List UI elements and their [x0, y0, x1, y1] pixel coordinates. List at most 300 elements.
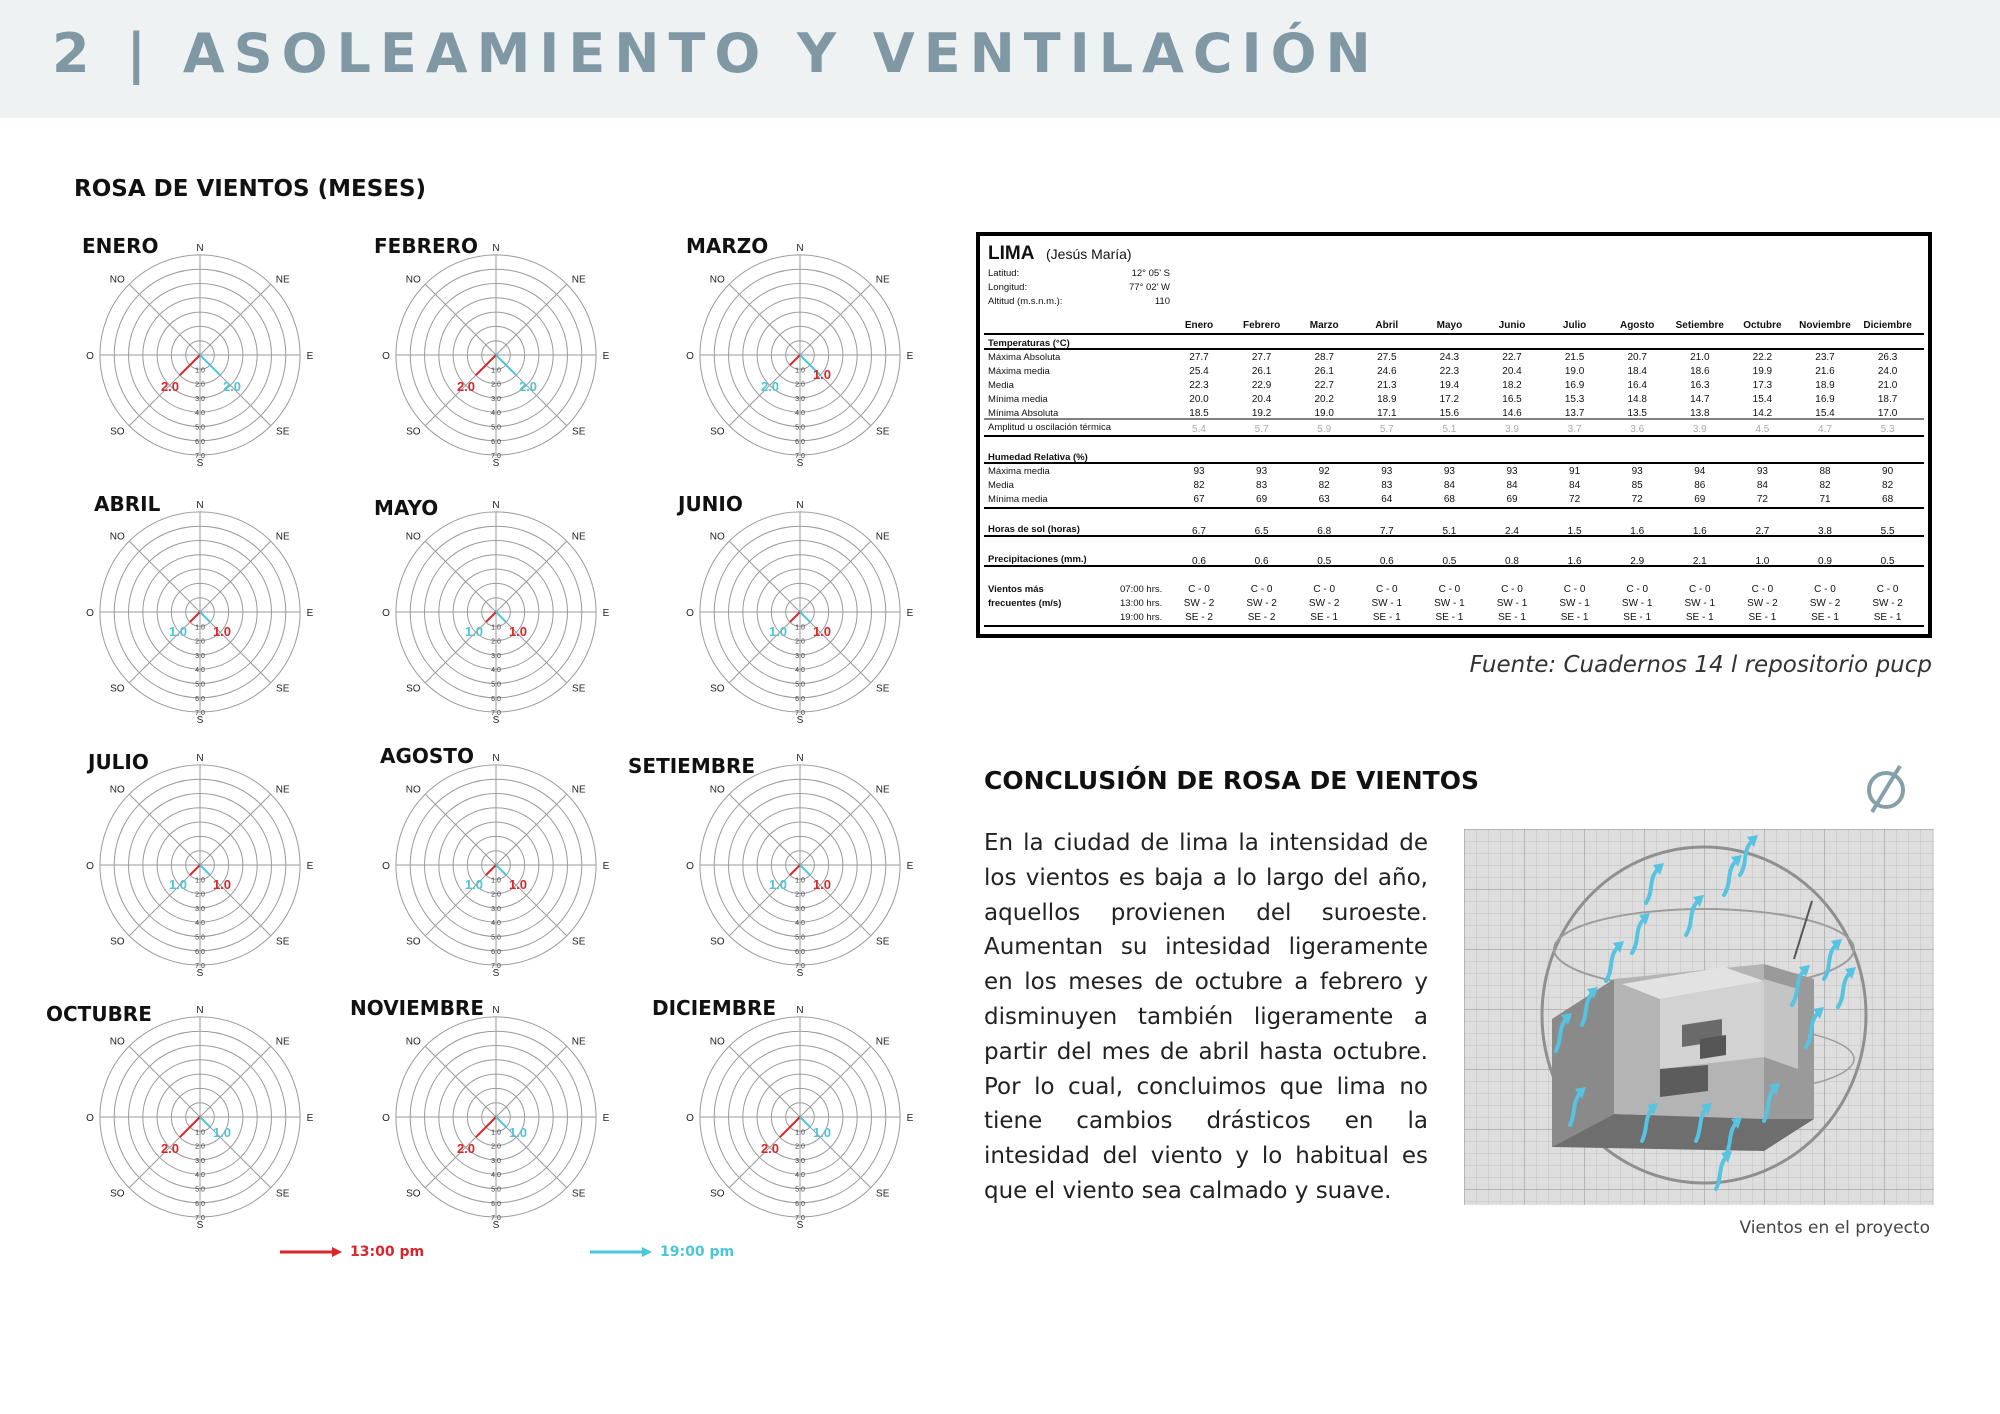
rose-direction-e: E — [306, 1113, 314, 1124]
rose-ring-label: 1.0 — [195, 624, 205, 632]
rose-direction-o: O — [686, 608, 694, 619]
table-cell: 72 — [1569, 494, 1581, 505]
table-cell: 19.2 — [1251, 408, 1272, 419]
table-cell: 18.7 — [1877, 394, 1898, 405]
table-month-header: Abril — [1375, 320, 1399, 331]
table-cell: 71 — [1819, 494, 1831, 505]
rose-ring-label: 6.0 — [195, 948, 205, 956]
project-image-caption: Vientos en el proyecto — [1739, 1218, 1930, 1238]
wind-rose — [80, 235, 320, 475]
table-cell: 21.0 — [1690, 352, 1710, 363]
rose-month-label: MARZO — [686, 234, 769, 258]
rose-red-vector — [190, 612, 200, 622]
rose-ring-label: 1.0 — [795, 1129, 805, 1137]
table-cell: C - 0 — [1688, 584, 1711, 595]
conclusion-title: CONCLUSIÓN DE ROSA DE VIENTOS — [984, 766, 1479, 795]
table-cell: 5.9 — [1317, 424, 1332, 435]
rose-month-label: DICIEMBRE — [652, 996, 777, 1020]
table-cell: SW - 2 — [1872, 598, 1903, 609]
table-row-label: Amplitud u oscilación térmica — [988, 422, 1112, 433]
table-group-title: Precipitaciones (mm.) — [988, 554, 1087, 565]
table-row-label: Máxima media — [988, 466, 1050, 477]
rose-ring-label: 7.0 — [795, 963, 805, 971]
table-cell: 16.3 — [1690, 380, 1710, 391]
table-location-value: 12° 05' S — [1131, 268, 1170, 279]
table-location-value: 77° 02' W — [1129, 282, 1170, 293]
rose-direction-o: O — [686, 861, 694, 872]
table-cell: 84 — [1506, 480, 1518, 491]
legend-red — [278, 1240, 424, 1264]
table-cell: 1.6 — [1692, 526, 1707, 537]
legend-cyan-label: 19:00 pm — [660, 1244, 735, 1260]
rose-cyan-vector — [800, 865, 810, 875]
rose-cyan-value: 1.0 — [508, 1125, 528, 1140]
table-cell: 16.9 — [1564, 380, 1585, 391]
rose-ring-label: 1.0 — [795, 367, 805, 375]
rose-direction-e: E — [306, 351, 314, 362]
rose-ring-label: 1.0 — [795, 877, 805, 885]
table-cell: SE - 2 — [1247, 612, 1276, 623]
rose-direction-se: SE — [572, 1188, 586, 1200]
climate-table — [976, 232, 1932, 638]
rose-red-value: 2.0 — [760, 1141, 780, 1156]
table-month-header: Junio — [1498, 320, 1526, 331]
rose-direction-n: N — [492, 500, 500, 511]
rose-red-vector — [486, 865, 496, 875]
wind-rose — [376, 997, 616, 1237]
table-cell: 0.6 — [1254, 556, 1269, 567]
table-cell: SE - 1 — [1310, 612, 1339, 623]
table-cell: 18.9 — [1815, 380, 1835, 391]
wind-rose — [376, 492, 616, 732]
table-cell: 0.6 — [1379, 556, 1394, 567]
rose-ring-label: 3.0 — [795, 1157, 805, 1165]
rose-direction-o: O — [382, 351, 390, 362]
rose-ring-label: 2.0 — [491, 638, 501, 646]
table-cell: 63 — [1318, 494, 1330, 505]
rose-ring-label: 4.0 — [491, 1172, 501, 1180]
table-cell: 1.5 — [1567, 526, 1582, 537]
table-cell: 17.0 — [1877, 408, 1898, 419]
rose-ring-label: 5.0 — [195, 424, 205, 432]
table-cell: 19.4 — [1439, 380, 1460, 391]
rose-direction-o: O — [86, 608, 94, 619]
table-wind-time: 19:00 hrs. — [1120, 612, 1163, 623]
table-cell: C - 0 — [1626, 584, 1649, 595]
table-cell: 72 — [1631, 494, 1643, 505]
table-winds-title: frecuentes (m/s) — [988, 598, 1062, 609]
rose-direction-e: E — [602, 861, 610, 872]
table-cell: 2.9 — [1630, 556, 1645, 567]
rose-cyan-vector — [496, 612, 506, 622]
rose-direction-n: N — [796, 243, 804, 254]
rose-direction-s: S — [796, 1220, 804, 1231]
table-cell: 24.6 — [1377, 366, 1397, 377]
rose-direction-s: S — [492, 1220, 500, 1231]
rose-direction-so: SO — [110, 1188, 125, 1200]
table-row-label: Media — [988, 480, 1014, 491]
table-cell: 1.0 — [1755, 556, 1770, 567]
table-cell: 72 — [1756, 494, 1768, 505]
rose-ring-label: 2.0 — [795, 891, 805, 899]
table-cell: 5.3 — [1880, 424, 1895, 435]
rose-ring-label: 6.0 — [195, 695, 205, 703]
rose-direction-s: S — [492, 715, 500, 726]
rose-ring-label: 6.0 — [795, 1200, 805, 1208]
rose-direction-n: N — [196, 1005, 204, 1016]
table-wind-time: 07:00 hrs. — [1120, 584, 1163, 595]
table-cell: C - 0 — [1876, 584, 1899, 595]
table-cell: 0.5 — [1442, 556, 1457, 567]
rose-direction-o: O — [382, 1113, 390, 1124]
table-cell: SW - 1 — [1621, 598, 1653, 609]
rose-ring-label: 6.0 — [795, 948, 805, 956]
table-cell: 7.7 — [1379, 526, 1394, 537]
rose-ring-label: 4.0 — [195, 920, 205, 928]
rose-ring-label: 3.0 — [491, 905, 501, 913]
rose-direction-so: SO — [406, 1188, 421, 1200]
north-symbol-icon — [1860, 762, 1912, 814]
table-cell: 17.2 — [1439, 394, 1460, 405]
rose-direction-no: NO — [709, 784, 725, 796]
table-cell: 26.1 — [1251, 366, 1272, 377]
table-cell: 93 — [1506, 466, 1518, 477]
rose-red-value: 1.0 — [508, 624, 528, 639]
rose-ring-label: 2.0 — [491, 891, 501, 899]
legend-red-label: 13:00 pm — [350, 1244, 425, 1260]
table-cell: 93 — [1756, 466, 1768, 477]
table-cell: 68 — [1882, 494, 1894, 505]
table-cell: 18.6 — [1690, 366, 1710, 377]
rose-cyan-value: 2.0 — [518, 379, 538, 394]
rose-direction-se: SE — [276, 936, 290, 948]
rose-cyan-value: 2.0 — [222, 379, 242, 394]
rose-direction-ne: NE — [571, 531, 586, 543]
rose-direction-no: NO — [709, 531, 725, 543]
rose-direction-so: SO — [110, 426, 125, 438]
rose-direction-ne: NE — [571, 274, 586, 286]
rose-ring-label: 5.0 — [195, 1186, 205, 1194]
rose-direction-o: O — [686, 1113, 694, 1124]
table-cell: 83 — [1381, 480, 1393, 491]
table-cell: 2.7 — [1755, 526, 1770, 537]
rose-ring-label: 1.0 — [195, 877, 205, 885]
rose-month-label: SETIEMBRE — [628, 754, 756, 778]
rose-direction-o: O — [382, 608, 390, 619]
table-cell: SE - 1 — [1873, 612, 1902, 623]
rose-cyan-vector — [200, 865, 210, 875]
rose-ring-label: 4.0 — [491, 667, 501, 675]
rose-red-value: 2.0 — [456, 379, 476, 394]
table-district: (Jesús María) — [1046, 246, 1132, 262]
table-cell: SW - 1 — [1496, 598, 1528, 609]
rose-ring-label: 5.0 — [795, 1186, 805, 1194]
table-cell: 1.6 — [1567, 556, 1582, 567]
rose-ring-label: 1.0 — [491, 1129, 501, 1137]
rose-ring-label: 1.0 — [195, 367, 205, 375]
rose-ring-label: 6.0 — [491, 438, 501, 446]
table-cell: 14.6 — [1502, 408, 1522, 419]
rose-direction-s: S — [492, 968, 500, 979]
table-cell: C - 0 — [1375, 584, 1398, 595]
rose-month-label: JUNIO — [678, 492, 743, 516]
rose-ring-label: 2.0 — [795, 1143, 805, 1151]
table-cell: 5.1 — [1442, 526, 1457, 537]
rose-direction-no: NO — [109, 531, 125, 543]
project-wind-image — [1464, 829, 1934, 1205]
rose-red-vector — [790, 355, 800, 365]
rose-ring-label: 7.0 — [491, 453, 501, 461]
table-cell: 85 — [1631, 480, 1643, 491]
table-row-label: Media — [988, 380, 1014, 391]
table-cell: SE - 1 — [1560, 612, 1589, 623]
table-cell: 5.1 — [1442, 424, 1457, 435]
rose-month-label: JULIO — [88, 750, 149, 774]
table-cell: C - 0 — [1814, 584, 1836, 595]
table-winds-title: Vientos más — [988, 584, 1044, 595]
table-cell: 1.6 — [1630, 526, 1645, 537]
table-cell: 18.9 — [1377, 394, 1397, 405]
table-cell: C - 0 — [1313, 584, 1336, 595]
rose-ring-label: 5.0 — [491, 681, 501, 689]
table-cell: 13.7 — [1564, 408, 1585, 419]
rose-cyan-value: 1.0 — [812, 1125, 832, 1140]
table-cell: 18.2 — [1502, 380, 1522, 391]
table-cell: SW - 1 — [1434, 598, 1465, 609]
cyan-arrow-icon — [588, 1245, 654, 1259]
wind-rose — [680, 997, 920, 1237]
table-row-label: Máxima media — [988, 366, 1050, 377]
table-row-label: Mínima media — [988, 494, 1048, 505]
table-cell: 69 — [1256, 494, 1268, 505]
table-month-header: Octubre — [1743, 320, 1782, 331]
table-cell: 25.4 — [1189, 366, 1209, 377]
rose-direction-so: SO — [710, 936, 725, 948]
table-cell: 6.8 — [1317, 526, 1332, 537]
table-cell: 84 — [1756, 480, 1768, 491]
table-cell: 27.5 — [1377, 352, 1397, 363]
wind-roses-title: ROSA DE VIENTOS (MESES) — [74, 176, 427, 202]
rose-ring-label: 6.0 — [195, 438, 205, 446]
rose-ring-label: 6.0 — [795, 695, 805, 703]
rose-ring-label: 1.0 — [795, 624, 805, 632]
table-cell: 22.7 — [1314, 380, 1334, 391]
rose-ring-label: 5.0 — [491, 1186, 501, 1194]
rose-ring-label: 2.0 — [491, 381, 501, 389]
rose-ring-label: 3.0 — [795, 905, 805, 913]
table-cell: 20.2 — [1314, 394, 1334, 405]
table-month-header: Enero — [1184, 320, 1214, 331]
rose-direction-n: N — [796, 753, 804, 764]
rose-direction-se: SE — [276, 683, 290, 695]
rose-month-label: FEBRERO — [374, 234, 479, 258]
rose-ring-label: 6.0 — [491, 1200, 501, 1208]
table-cell: 19.9 — [1752, 366, 1773, 377]
table-cell: SW - 2 — [1308, 598, 1340, 609]
rose-red-value: 1.0 — [812, 877, 832, 892]
rose-direction-n: N — [492, 1005, 500, 1016]
table-month-header: Noviembre — [1799, 320, 1851, 331]
climate-table-drawing — [980, 236, 1928, 634]
table-cell: SE - 1 — [1811, 612, 1839, 623]
table-cell: C - 0 — [1751, 584, 1774, 595]
rose-direction-e: E — [306, 861, 314, 872]
page-header — [0, 0, 2000, 118]
table-group-title: Temperaturas (°C) — [988, 338, 1070, 349]
rose-ring-label: 5.0 — [195, 934, 205, 942]
table-cell: 84 — [1569, 480, 1581, 491]
table-cell: C - 0 — [1501, 584, 1523, 595]
table-cell: 69 — [1694, 494, 1706, 505]
rose-cyan-vector — [496, 865, 506, 875]
rose-direction-no: NO — [405, 531, 421, 543]
rose-ring-label: 7.0 — [195, 453, 205, 461]
table-location-label: Latitud: — [988, 268, 1020, 279]
rose-ring-label: 6.0 — [491, 695, 501, 703]
rose-direction-e: E — [906, 608, 914, 619]
table-cell: 21.0 — [1877, 380, 1898, 391]
rose-ring-label: 7.0 — [195, 1215, 205, 1223]
rose-ring-label: 7.0 — [491, 710, 501, 718]
rose-direction-no: NO — [405, 784, 421, 796]
table-cell: 18.4 — [1627, 366, 1647, 377]
table-cell: SW - 2 — [1809, 598, 1841, 609]
table-cell: C - 0 — [1250, 584, 1273, 595]
rose-direction-o: O — [86, 861, 94, 872]
table-cell: 14.2 — [1752, 408, 1773, 419]
rose-cyan-value: 1.0 — [212, 1125, 232, 1140]
table-cell: SE - 1 — [1623, 612, 1652, 623]
rose-cyan-value: 1.0 — [168, 877, 188, 892]
rose-red-value: 1.0 — [812, 367, 832, 382]
rose-direction-se: SE — [876, 1188, 890, 1200]
table-cell: 13.5 — [1627, 408, 1647, 419]
table-cell: SE - 1 — [1372, 612, 1401, 623]
rose-direction-no: NO — [405, 1036, 421, 1048]
rose-direction-s: S — [196, 715, 204, 726]
rose-ring-label: 2.0 — [195, 1143, 205, 1151]
table-cell: 92 — [1318, 466, 1330, 477]
rose-ring-label: 7.0 — [795, 1215, 805, 1223]
table-cell: 21.3 — [1377, 380, 1397, 391]
rose-ring-label: 4.0 — [795, 667, 805, 675]
rose-red-value: 1.0 — [812, 624, 832, 639]
table-cell: 21.5 — [1564, 352, 1585, 363]
rose-direction-no: NO — [709, 1036, 725, 1048]
table-cell: 26.1 — [1314, 366, 1334, 377]
table-cell: 20.0 — [1189, 394, 1209, 405]
table-month-header: Julio — [1562, 320, 1587, 331]
rose-ring-label: 3.0 — [195, 905, 205, 913]
rose-direction-ne: NE — [571, 784, 586, 796]
rose-ring-label: 4.0 — [195, 410, 205, 418]
rose-red-vector — [790, 612, 800, 622]
rose-direction-o: O — [686, 351, 694, 362]
rose-direction-ne: NE — [875, 784, 890, 796]
table-cell: 5.7 — [1379, 424, 1394, 435]
rose-direction-n: N — [196, 500, 204, 511]
legend-cyan — [588, 1240, 734, 1264]
table-month-header: Diciembre — [1863, 320, 1912, 331]
rose-ring-label: 3.0 — [491, 395, 501, 403]
table-cell: 82 — [1318, 480, 1330, 491]
rose-direction-no: NO — [109, 784, 125, 796]
rose-red-value: 2.0 — [160, 1141, 180, 1156]
table-location-value: 110 — [1154, 296, 1170, 307]
red-arrow-icon — [278, 1245, 344, 1259]
rose-cyan-value: 1.0 — [768, 877, 788, 892]
table-cell: 20.4 — [1502, 366, 1522, 377]
rose-month-label: NOVIEMBRE — [350, 996, 484, 1020]
table-cell: SW - 1 — [1684, 598, 1716, 609]
table-cell: 4.7 — [1818, 424, 1832, 435]
table-cell: 0.6 — [1192, 556, 1206, 567]
table-cell: 82 — [1193, 480, 1205, 491]
table-cell: 90 — [1882, 466, 1894, 477]
table-cell: SW - 1 — [1559, 598, 1590, 609]
table-cell: 18.5 — [1189, 408, 1209, 419]
rose-direction-ne: NE — [875, 1036, 890, 1048]
table-cell: 91 — [1569, 466, 1581, 477]
rose-ring-label: 4.0 — [195, 667, 205, 675]
rose-direction-e: E — [306, 608, 314, 619]
rose-cyan-vector — [800, 1117, 810, 1127]
wind-rose — [376, 235, 616, 475]
rose-ring-label: 4.0 — [491, 410, 501, 418]
rose-ring-label: 5.0 — [795, 681, 805, 689]
page-title: 2 | ASOLEAMIENTO Y VENTILACIÓN — [52, 22, 1380, 85]
table-cell: 68 — [1443, 494, 1455, 505]
rose-direction-n: N — [796, 500, 804, 511]
table-wind-time: 13:00 hrs. — [1120, 598, 1163, 609]
table-cell: 2.1 — [1692, 556, 1707, 567]
table-cell: 93 — [1443, 466, 1455, 477]
rose-month-label: OCTUBRE — [46, 1002, 152, 1026]
rose-cyan-vector — [800, 612, 810, 622]
table-cell: 93 — [1256, 466, 1268, 477]
rose-red-vector — [790, 865, 800, 875]
rose-ring-label: 1.0 — [491, 877, 501, 885]
table-cell: 22.3 — [1439, 366, 1460, 377]
rose-ring-label: 1.0 — [491, 624, 501, 632]
table-cell: 94 — [1694, 466, 1706, 477]
rose-month-label: MAYO — [374, 496, 439, 520]
rose-direction-so: SO — [406, 683, 421, 695]
rose-direction-se: SE — [876, 936, 890, 948]
rose-direction-so: SO — [406, 426, 421, 438]
rose-direction-n: N — [796, 1005, 804, 1016]
rose-month-label: ENERO — [82, 234, 159, 258]
rose-month-label: AGOSTO — [380, 744, 474, 768]
rose-direction-o: O — [382, 861, 390, 872]
table-cell: 6.5 — [1254, 526, 1269, 537]
rose-direction-se: SE — [572, 426, 586, 438]
table-location-label: Longitud: — [988, 282, 1028, 293]
wind-rose — [80, 492, 320, 732]
table-cell: 16.9 — [1815, 394, 1835, 405]
table-cell: 0.5 — [1317, 556, 1332, 567]
rose-direction-s: S — [196, 968, 204, 979]
table-cell: C - 0 — [1188, 584, 1210, 595]
table-cell: 22.7 — [1502, 352, 1522, 363]
table-cell: 15.4 — [1752, 394, 1773, 405]
table-cell: 4.5 — [1755, 424, 1770, 435]
rose-red-value: 1.0 — [212, 877, 232, 892]
rose-ring-label: 3.0 — [195, 652, 205, 660]
rose-direction-so: SO — [406, 936, 421, 948]
rose-direction-s: S — [796, 715, 804, 726]
rose-direction-e: E — [906, 1113, 914, 1124]
